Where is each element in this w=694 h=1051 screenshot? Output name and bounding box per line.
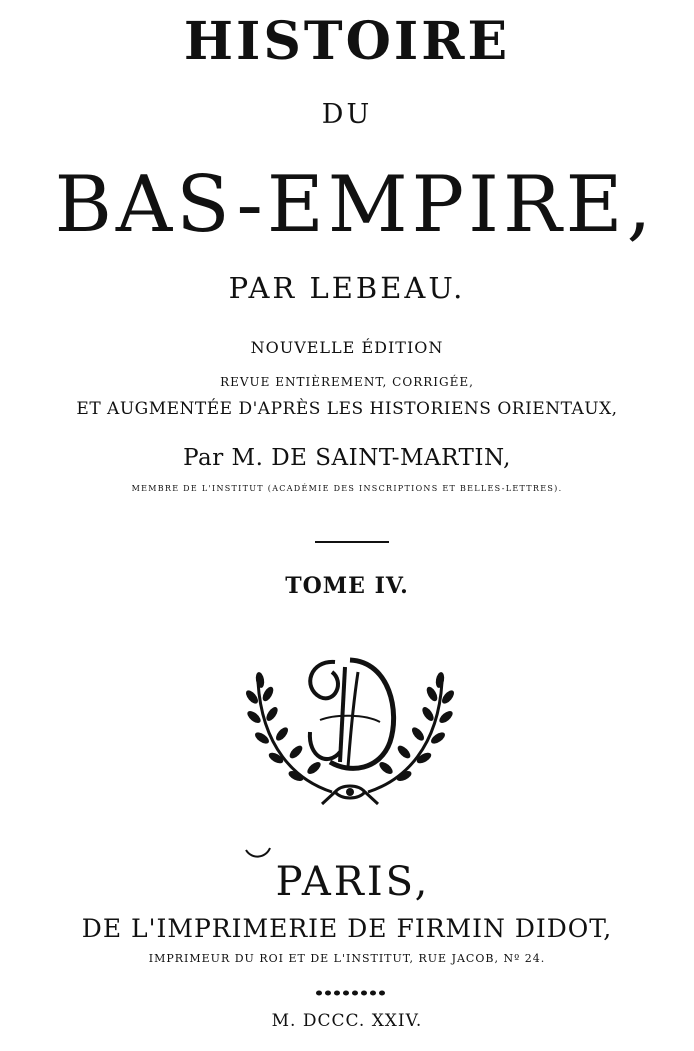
- editor-line: Par M. DE SAINT-MARTIN,: [183, 445, 511, 471]
- monogram-wreath-icon: [240, 642, 460, 812]
- volume-line: TOME IV.: [285, 573, 409, 599]
- revised-line: REVUE ENTIÈREMENT, CORRIGÉE,: [220, 375, 474, 389]
- separator-rule: [315, 541, 389, 543]
- date-line: M. DCCC. XXIV.: [271, 1011, 423, 1031]
- printer-line: DE L'IMPRIMERIE DE FIRMIN DIDOT,: [81, 914, 613, 943]
- augmented-line: ET AUGMENTÉE D'APRÈS LES HISTORIENS ORIENTAUX,: [76, 399, 618, 419]
- title-du: DU: [321, 99, 373, 130]
- title-bas-empire: BAS-EMPIRE,: [54, 160, 656, 250]
- place-line: PARIS,: [275, 859, 431, 905]
- title-histoire: HISTOIRE: [183, 11, 511, 72]
- swash-mark-icon: [242, 842, 276, 862]
- editor-affiliation: MEMBRE DE L'INSTITUT (ACADÉMIE DES INSCRIPTIONS ET BELLES-LETTRES).: [131, 484, 563, 493]
- edition-line: NOUVELLE ÉDITION: [250, 338, 444, 357]
- printer-detail-line: IMPRIMEUR DU ROI ET DE L'INSTITUT, RUE JACOB, Nº 24.: [148, 952, 546, 965]
- dotted-ornament-icon: [315, 989, 389, 997]
- author-line: PAR LEBEAU.: [228, 271, 466, 305]
